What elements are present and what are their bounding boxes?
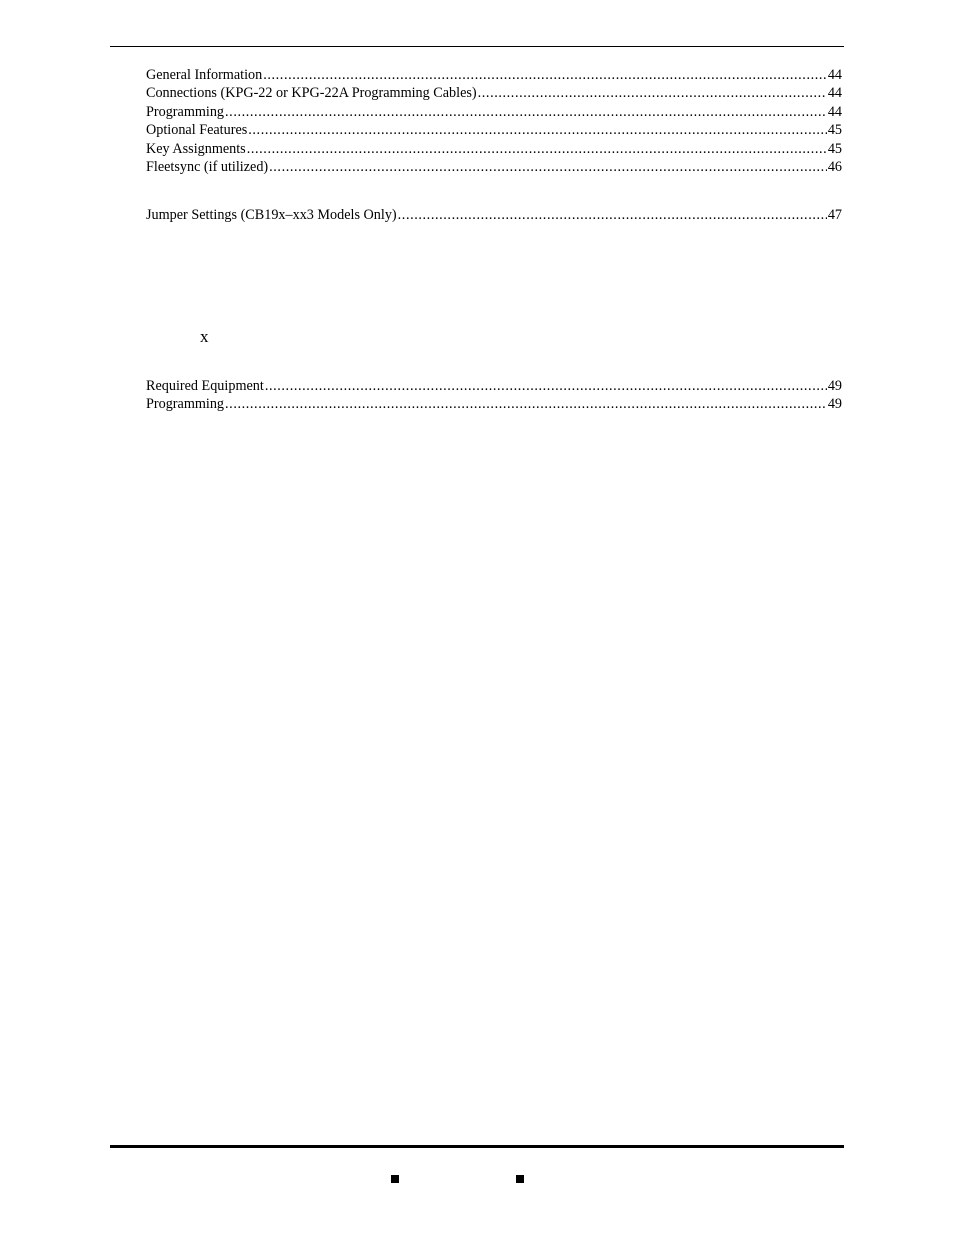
toc-entry-title: Key Assignments — [146, 140, 246, 157]
toc-entry[interactable] — [146, 140, 842, 158]
toc-entry-title: Optional Features — [146, 122, 248, 139]
toc-entry-title: Connections (KPG-22 or KPG-22A Programming Cables) — [146, 85, 477, 102]
toc-group-2 — [146, 206, 842, 224]
toc-dot-leader — [269, 158, 827, 176]
toc-entry-page: 49 — [827, 396, 842, 413]
toc-entry-title: Programming — [146, 103, 225, 120]
toc-dot-leader — [225, 103, 827, 121]
toc-group-1 — [146, 66, 842, 176]
toc-entry-title: Jumper Settings (CB19x–xx3 Models Only) — [146, 207, 397, 223]
toc-dot-leader — [478, 84, 827, 102]
toc-dot-leader — [265, 377, 827, 395]
toc-entry-page: 44 — [827, 103, 842, 120]
footer-rule — [110, 1145, 844, 1148]
toc-dot-leader — [263, 66, 827, 84]
toc-entry[interactable] — [146, 121, 842, 139]
toc-entry[interactable] — [146, 103, 842, 121]
toc-entry-page: 45 — [827, 122, 842, 139]
toc-entry-page: 44 — [827, 85, 842, 102]
toc-dot-leader — [247, 140, 827, 158]
toc-entry-title: Fleetsync (if utilized) — [146, 158, 269, 175]
toc-entry-title: Required Equipment — [146, 378, 264, 394]
toc-entry-page: 45 — [827, 140, 842, 157]
black-square-icon — [391, 1175, 399, 1183]
toc-entry[interactable] — [146, 206, 842, 224]
toc-entry-title: Programming — [146, 396, 225, 413]
black-square-icon — [516, 1175, 524, 1183]
toc-entry-page: 47 — [827, 207, 842, 223]
toc-entry[interactable] — [146, 84, 842, 102]
toc-entry[interactable] — [146, 377, 842, 395]
toc-dot-leader — [398, 206, 827, 224]
header-rule — [110, 46, 844, 47]
toc-dot-leader — [248, 121, 827, 139]
toc-entry[interactable] — [146, 395, 842, 413]
toc-entry-page: 44 — [827, 67, 842, 83]
toc-entry[interactable] — [146, 66, 842, 84]
toc-dot-leader — [225, 395, 827, 413]
toc-entry-page: 46 — [827, 158, 842, 175]
stray-character: x — [200, 327, 209, 346]
toc-entry-page: 49 — [827, 378, 842, 394]
toc-entry[interactable] — [146, 158, 842, 176]
toc-group-3 — [146, 377, 842, 414]
toc-entry-title: General Information — [146, 67, 263, 83]
